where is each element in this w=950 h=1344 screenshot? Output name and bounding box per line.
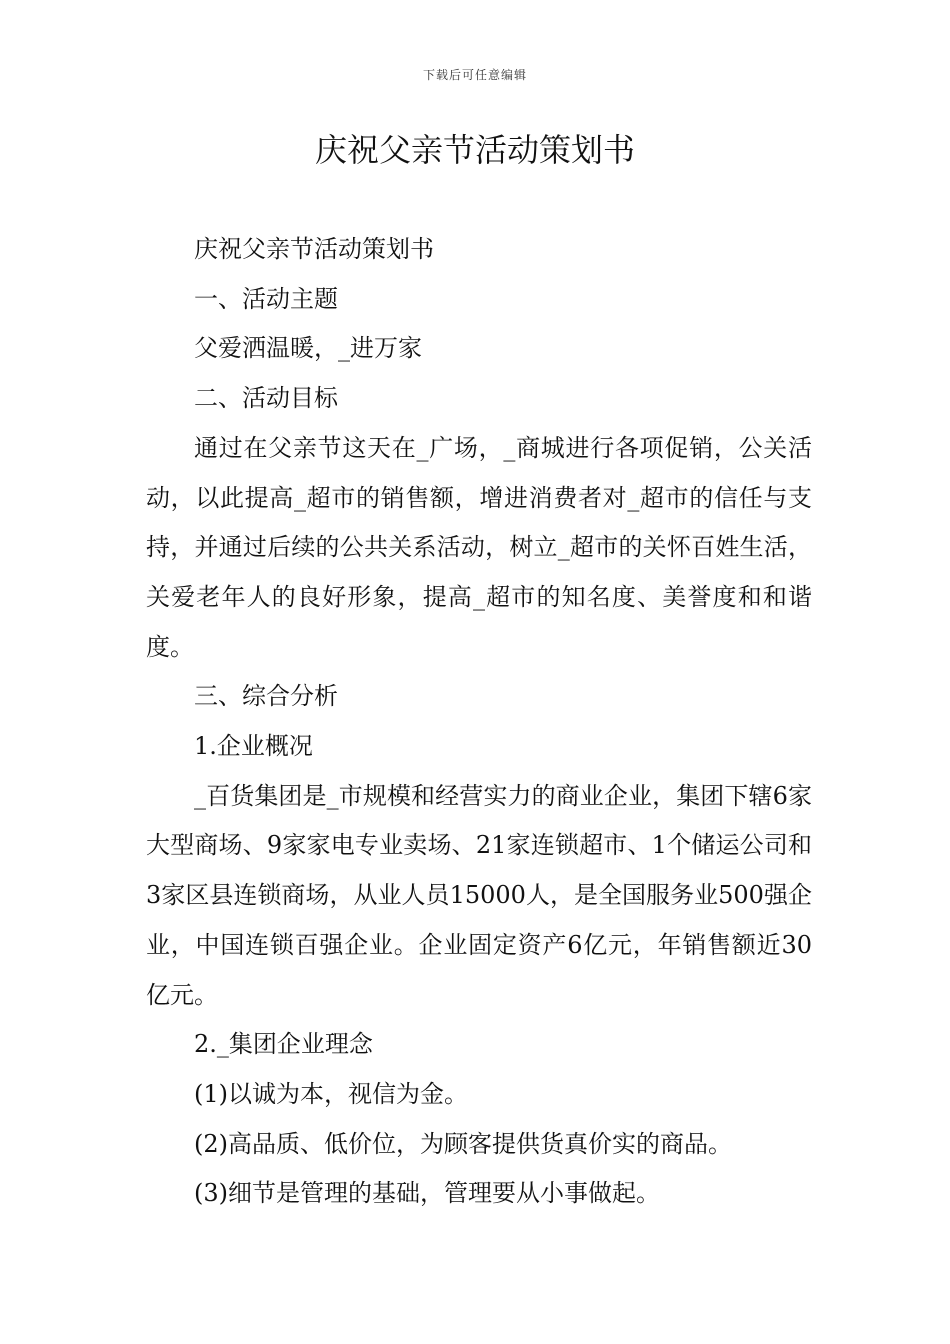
header-note: 下载后可任意编辑: [422, 68, 527, 82]
document-body: [146, 225, 812, 1219]
paragraph: 通过在父亲节这天在_广场，_商城进行各项促销，公关活动，以此提高_超市的销售额，增进消费者对_超市的信任与支持，并通过后续的公共关系活动，树立_超市的关怀百姓生活，关爱老年人的良好形象，提高_超市的知名度、美誉度和和谐度。: [146, 433, 812, 661]
paragraph: _百货集团是_市规模和经营实力的商业企业，集团下辖6家大型商场、9家家电专业卖场、21家连锁超市、1个储运公司和3家区县连锁商场，从业人员15000人，是全国服务业500强企业，中国连锁百强企业。企业固定资产6亿元，年销售额近30亿元。: [146, 781, 812, 1009]
section-heading: 一、活动主题: [194, 284, 338, 313]
list-item: (2)高品质、低价位，为顾客提供货真价实的商品。: [194, 1129, 732, 1158]
section-heading: 三、综合分析: [194, 682, 338, 711]
subsection-heading: 2._集团企业理念: [194, 1030, 373, 1059]
list-item: (1)以诚为本，视信为金。: [194, 1079, 468, 1108]
paragraph: 父爱洒温暖，_进万家: [194, 334, 422, 363]
list-item: (3)细节是管理的基础，管理要从小事做起。: [194, 1179, 660, 1208]
section-heading: 二、活动目标: [194, 384, 338, 413]
paragraph: 庆祝父亲节活动策划书: [194, 235, 434, 263]
document-title: 庆祝父亲节活动策划书: [314, 131, 635, 169]
subsection-heading: 1.企业概况: [194, 732, 313, 761]
